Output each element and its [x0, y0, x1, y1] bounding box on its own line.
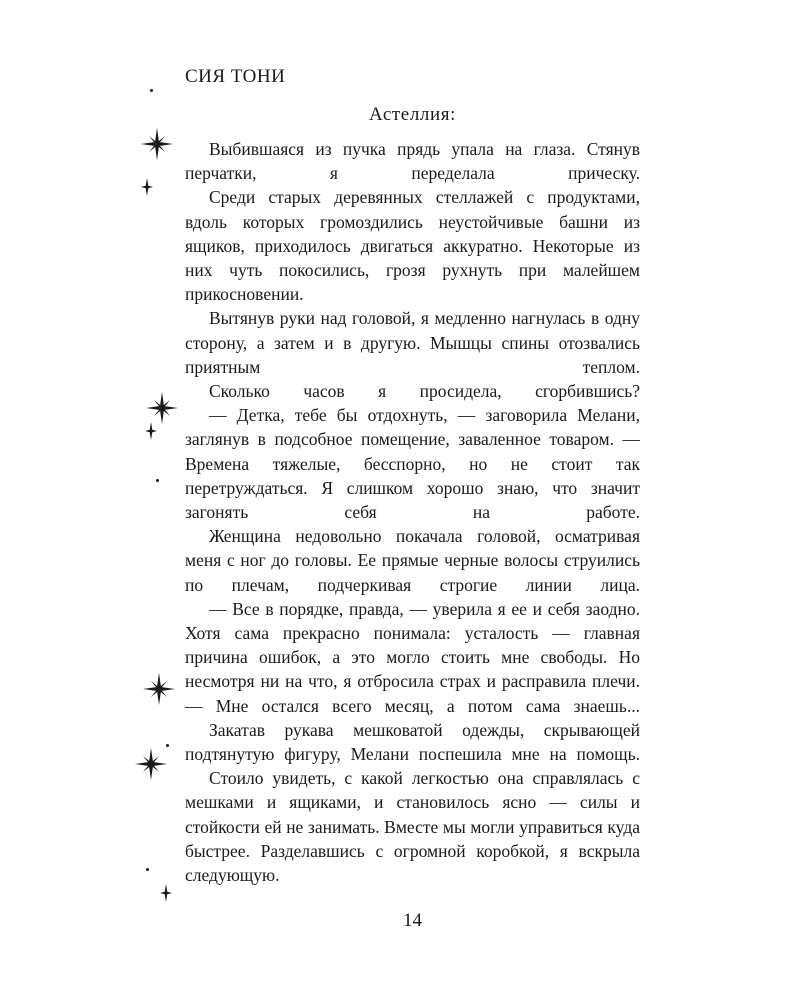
chapter-title: Астеллия: [369, 104, 456, 125]
paragraph: — Все в порядке, правда, — уверила я ее и себя заодно. Хотя сама прекрасно понимала: усталость — главная причина ошибок, а это могло стоить мне свободы. Но несмотря ни на что, я отбросила страх и расправила плечи. — Мне остался всего месяц, а потом сама знаешь... [185, 598, 640, 716]
paragraph: — Детка, тебе бы отдохнуть, — заговорила Мелани, заглянув в подсобное помещение, заваленное товаром. — Времена тяжелые, бесспорно, но не стоит так перетруждаться. Я слишком хорошо знаю, что значит загонять себя на работе. [185, 405, 640, 523]
small-star-icon [141, 178, 153, 196]
dot-icon [156, 479, 159, 482]
body-text [185, 137, 640, 887]
sparkle-star-icon [145, 391, 179, 425]
paragraph: Сколько часов я просидела, сгорбившись? [209, 381, 640, 402]
page-number: 14 [403, 910, 422, 931]
small-star-icon [160, 884, 172, 902]
sparkle-star-icon [140, 127, 174, 161]
paragraph: Вытянув руки над головой, я медленно нагнулась в одну сторону, а затем и в другую. Мышцы спины отозвались приятным теплом. [185, 308, 640, 377]
sparkle-star-icon [142, 672, 176, 706]
paragraph: Стоило увидеть, с какой легкостью она справлялась с мешками и ящиками, и становилось ясно — силы и стойкости ей не занимать. Вместе мы могли управиться куда быстрее. Разделавшись с огромной коробкой, я вскрыла следующую. [185, 768, 640, 886]
running-head: СИЯ ТОНИ [185, 66, 286, 87]
paragraph: Женщина недовольно покачала головой, осматривая меня с ног до головы. Ее прямые черные волосы струились по плечам, подчеркивая строгие линии лица. [185, 526, 640, 595]
paragraph: Среди старых деревянных стеллажей с продуктами, вдоль которых громоздились неустойчивые башни из ящиков, приходилось двигаться аккуратно. Некоторые из них чуть покосились, грозя рухнуть при малейшем прикосновении. [185, 187, 640, 305]
paragraph: Выбившаяся из пучка прядь упала на глаза. Стянув перчатки, я переделала прическу. [185, 139, 640, 184]
dot-icon [150, 89, 153, 92]
dot-icon [146, 868, 149, 871]
small-star-icon [145, 422, 157, 440]
paragraph: Закатав рукава мешковатой одежды, скрывающей подтянутую фигуру, Мелани поспешила мне на помощь. [185, 719, 640, 765]
sparkle-star-icon [134, 747, 168, 781]
